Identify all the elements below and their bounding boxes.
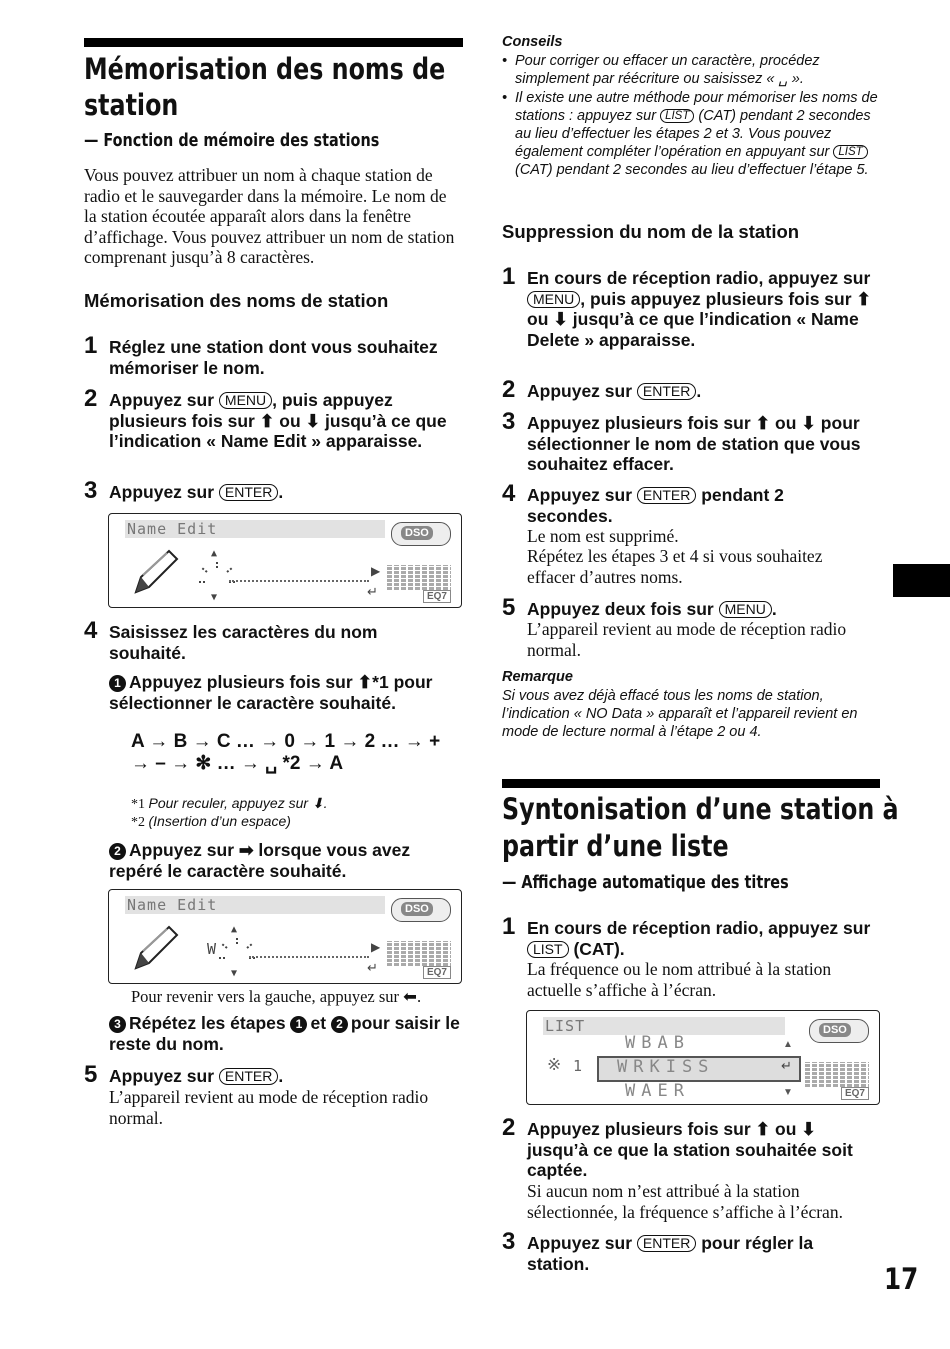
step-number: 3 <box>84 477 98 504</box>
list-key-icon: LIST <box>527 941 569 958</box>
intro-paragraph: Vous pouvez attribuer un nom à chaque station de radio et le sauvegarder dans la mémoire. Le nom de la station écoutée apparaît alors dans la fenêtre d’affichage. Vous pouvez attribuer un nom de station comprenant jusqu’à 8 caractères. <box>84 165 455 267</box>
cursor-blink-icon <box>217 920 257 980</box>
enter-key-icon: ENTER <box>219 484 278 501</box>
lcd-display-name-edit-2 <box>108 889 462 984</box>
lcd-title: Name Edit <box>125 520 385 538</box>
lcd-title: LIST <box>543 1017 785 1035</box>
right-arrow-icon: ▶ <box>371 564 381 578</box>
eq-indicator: EQ7 <box>387 941 451 979</box>
page-title-line1: Mémorisation des noms de <box>84 52 446 86</box>
lcd-display-name-edit <box>108 513 462 608</box>
dso-badge: DSO <box>809 1019 869 1043</box>
remark-heading: Remarque <box>502 669 573 685</box>
step-number: 2 <box>502 376 516 403</box>
step-text: Appuyez plusieurs fois sur ⬆ ou ⬇ pour sélectionner le nom de station que vous souhaitez effacer. <box>527 413 861 474</box>
footnote-1: *1 Pour reculer, appuyez sur ⬇. <box>131 795 328 812</box>
tip-1: • Pour corriger ou effacer un caractère, procédez simplement par réécriture ou saisissez « ␣ ». <box>502 53 820 87</box>
section-heading: Suppression du nom de la station <box>502 221 800 242</box>
step-number: 1 <box>84 332 98 359</box>
step-number: 2 <box>502 1114 516 1141</box>
section-tab-marker <box>893 564 950 597</box>
substep-3: 3 Répétez les étapes 1 et 2 pour saisir le reste du nom. <box>109 1013 460 1054</box>
enter-icon: ↵ <box>367 960 378 975</box>
svg-text:▼: ▼ <box>211 592 218 603</box>
list-row-1: WBAB <box>625 1033 690 1053</box>
step-text: Appuyez sur ENTER . <box>109 482 284 502</box>
page-title-line1: Syntonisation d’une station à <box>502 792 899 826</box>
step-text: Appuyez plusieurs fois sur ⬆ ou ⬇ jusqu’à ce que la station souhaitée soit captée. <box>527 1119 853 1180</box>
step-number: 3 <box>502 408 516 435</box>
step-body: Répétez les étapes 3 et 4 si vous souhaitez effacer d’autres noms. <box>527 546 823 587</box>
step-text: Appuyez sur ENTER . <box>109 1066 284 1086</box>
circle-number-icon: 2 <box>109 843 126 860</box>
subtitle: — Affichage automatique des titres <box>502 872 789 893</box>
menu-key-icon: MENU <box>719 601 772 618</box>
step-text: Réglez une station dont vous souhaitez mémoriser le nom. <box>109 337 438 378</box>
step-text: Appuyez sur ENTER . <box>527 381 702 401</box>
svg-text:▲: ▲ <box>211 548 218 559</box>
circle-number-icon: 1 <box>109 675 126 692</box>
section-heading: Mémorisation des noms de station <box>84 290 389 311</box>
list-row-2: WRKISS <box>617 1057 715 1077</box>
enter-icon: ↵ <box>781 1058 792 1073</box>
subtitle: — Fonction de mémoire des stations <box>84 130 380 151</box>
step-number: 1 <box>502 263 516 290</box>
circle-number-icon: 1 <box>290 1016 307 1033</box>
right-arrow-icon: ▶ <box>371 940 381 954</box>
step-text: Saisissez les caractères du nom souhaité. <box>109 622 378 663</box>
footnote-2: *2 (Insertion d’un espace) <box>131 813 291 830</box>
lcd-title: Name Edit <box>125 896 385 914</box>
menu-key-icon: MENU <box>527 291 580 308</box>
step-number: 1 <box>502 913 516 940</box>
tip-2: • Il existe une autre méthode pour mémoriser les noms de stations : appuyez sur LIST (CAT) pendant 2 secondes au lieu d’effectuer les étapes 2 et 3. Vous pouvez également compléter l’opération en appuyant sur LIST (CAT) pendant 2 secondes au lieu d’effectuer l’étape 5. <box>502 90 878 178</box>
tips-heading: Conseils <box>502 34 563 50</box>
step-body: L’appareil revient au mode de réception radio normal. <box>109 1087 429 1128</box>
substep-2: 2 Appuyez sur ➡ lorsque vous avez repéré le caractère souhaité. <box>109 840 411 881</box>
circle-number-icon: 2 <box>331 1016 348 1033</box>
entered-character: W <box>207 940 217 958</box>
step-number: 2 <box>84 385 98 412</box>
step-text: En cours de réception radio, appuyez sur MENU , puis appuyez plusieurs fois sur ⬆ ou ⬇ jusqu’à ce que l’indication « Name Delete » apparaisse. <box>527 268 872 350</box>
step-text: Appuyez sur ENTER pendant 2 secondes. <box>527 485 784 526</box>
enter-key-icon: ENTER <box>219 1068 278 1085</box>
list-icon: ※ <box>547 1055 562 1075</box>
list-row-3: WAER <box>625 1081 690 1101</box>
enter-key-icon: ENTER <box>637 383 696 400</box>
down-arrow-icon: ▼ <box>783 1087 793 1098</box>
page-number: 17 <box>884 1262 919 1296</box>
eq-indicator: EQ7 <box>805 1062 869 1100</box>
page-title-line2: partir d’une liste <box>502 829 729 863</box>
char-sequence-line1: A → B → C … → 0 → 1 → 2 … → + <box>131 731 441 752</box>
substep-1: 1 Appuyez plusieurs fois sur ⬆*1 pour sélectionner le caractère souhaité. <box>109 672 433 713</box>
circle-number-icon: 3 <box>109 1016 126 1033</box>
back-note: Pour revenir vers la gauche, appuyez sur ⬅. <box>131 987 422 1006</box>
step-body: Si aucun nom n’est attribué à la station sélectionnée, la fréquence s’affiche à l’écran. <box>527 1181 843 1222</box>
step-text: Appuyez deux fois sur MENU . <box>527 599 777 619</box>
step-body: La fréquence ou le nom attribué à la station actuelle s’affiche à l’écran. <box>527 959 832 1000</box>
lcd-display-list <box>526 1010 880 1105</box>
enter-key-icon: ENTER <box>637 1235 696 1252</box>
step-number: 5 <box>502 594 516 621</box>
step-text: Appuyez sur ENTER pour régler la station. <box>527 1233 814 1274</box>
eq-indicator: EQ7 <box>387 565 451 603</box>
page-title-line2: station <box>84 88 179 122</box>
up-arrow-icon: ▲ <box>783 1039 793 1050</box>
name-placeholder-dots <box>229 578 369 582</box>
step-number: 3 <box>502 1228 516 1255</box>
step-body: Le nom est supprimé. <box>527 526 679 546</box>
step-text: Appuyez sur MENU , puis appuyez plusieurs fois sur ⬆ ou ⬇ jusqu’à ce que l’indication « Name Edit » apparaisse. <box>109 390 447 451</box>
svg-text:▲: ▲ <box>231 924 238 935</box>
section-bar-right <box>502 779 880 788</box>
dso-badge: DSO <box>391 898 451 922</box>
section-bar-left <box>84 38 463 47</box>
svg-text:▼: ▼ <box>231 968 238 979</box>
remark-text: Si vous avez déjà effacé tous les noms de station, l’indication « NO Data » apparaît et l’appareil revient en mode de lecture normal à l’étape 2 ou 4. <box>502 688 858 740</box>
dso-badge: DSO <box>391 522 451 546</box>
enter-icon: ↵ <box>367 584 378 599</box>
step-number: 5 <box>84 1061 98 1088</box>
pencil-icon <box>131 547 181 597</box>
name-placeholder-dots <box>249 954 369 958</box>
enter-key-icon: ENTER <box>637 487 696 504</box>
step-body: L’appareil revient au mode de réception radio normal. <box>527 619 847 660</box>
step-text: En cours de réception radio, appuyez sur LIST (CAT). <box>527 918 871 959</box>
list-index: 1 <box>573 1057 583 1075</box>
list-key-icon: LIST <box>833 145 867 159</box>
step-number: 4 <box>84 617 98 644</box>
step-number: 4 <box>502 480 516 507</box>
char-sequence-line2: → – → ✻ … → ␣ *2 → A <box>131 753 344 774</box>
cursor-blink-icon <box>197 544 237 604</box>
list-key-icon: LIST <box>660 109 694 123</box>
menu-key-icon: MENU <box>219 392 272 409</box>
pencil-icon <box>131 923 181 973</box>
